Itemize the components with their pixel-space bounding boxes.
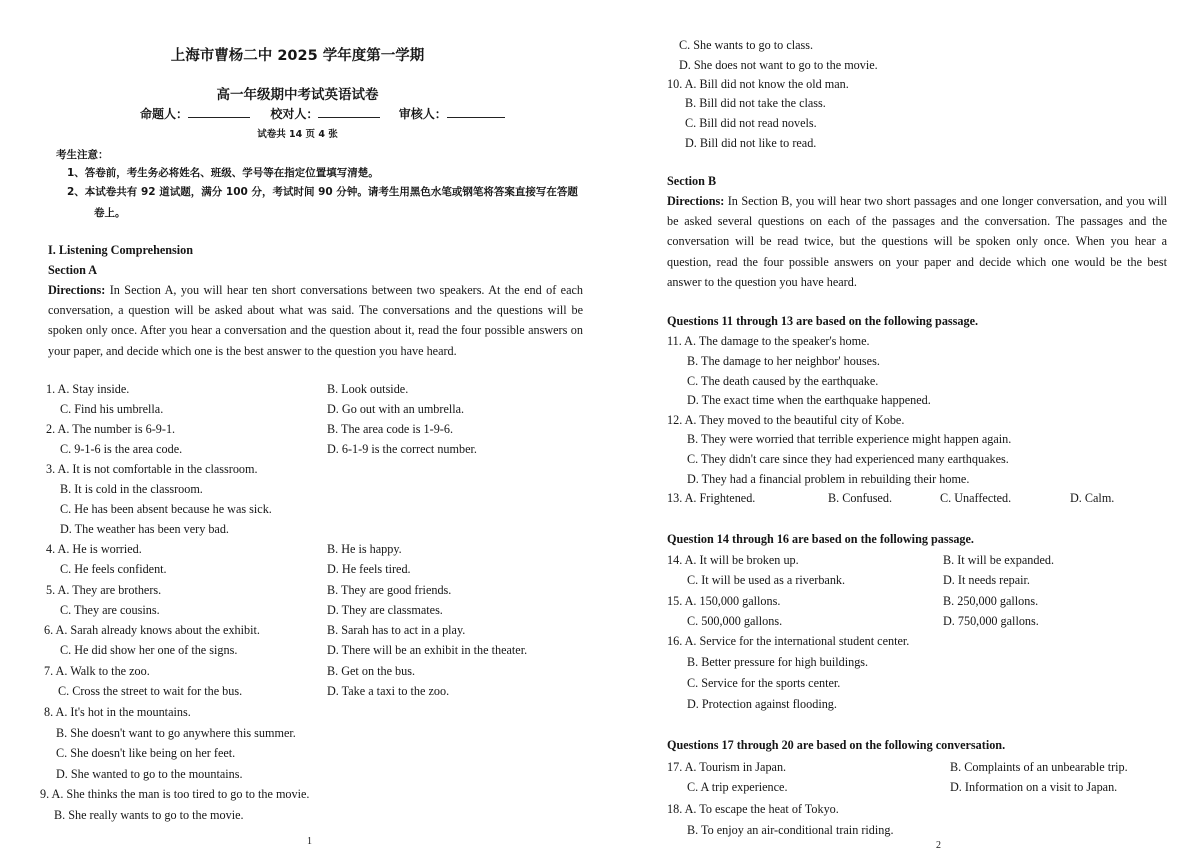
q8-option-c: C. She doesn't like being on her feet. <box>56 746 236 760</box>
q2-option-a: 2. A. The number is 6-9-1. <box>46 422 176 436</box>
q1-option-c: C. Find his umbrella. <box>60 402 164 416</box>
q9-option-d: D. She does not want to go to the movie. <box>679 58 878 72</box>
q4-option-c: C. He feels confident. <box>60 562 167 576</box>
q11-option-d: D. The exact time when the earthquake happened. <box>687 393 931 407</box>
q13-option-b: B. Confused. <box>828 491 892 505</box>
q15-option-b: B. 250,000 gallons. <box>943 594 1039 608</box>
group-heading-11-13: Questions 11 through 13 are based on the following passage. <box>667 314 979 328</box>
q12-option-b: B. They were worried that terrible experience might happen again. <box>687 432 1012 446</box>
q16-option-c: C. Service for the sports center. <box>687 676 841 690</box>
q14-option-d: D. It needs repair. <box>943 573 1030 587</box>
q5-option-c: C. They are cousins. <box>60 603 160 617</box>
q1-option-a: 1. A. Stay inside. <box>46 382 130 396</box>
notice-item-2-cont: 卷上。 <box>94 207 126 219</box>
q3-option-d: D. The weather has been very bad. <box>60 522 229 536</box>
q17-option-d: D. Information on a visit to Japan. <box>950 780 1118 794</box>
section-a-title: Section A <box>48 263 98 277</box>
reviewer-blank <box>447 106 505 118</box>
q14-option-c: C. It will be used as a riverbank. <box>687 573 846 587</box>
q10-option-c: C. Bill did not read novels. <box>685 116 817 130</box>
group-heading-14-16: Question 14 through 16 are based on the following passage. <box>667 532 974 546</box>
page-number-2: 2 <box>936 840 941 851</box>
notice-item-2: 2、本试卷共有 92 道试题，满分 100 分，考试时间 90 分钟。请考生用黑色水笔或钢笔将答案直接写在答题 <box>67 186 578 198</box>
q10-option-d: D. Bill did not like to read. <box>685 136 817 150</box>
q8-option-a: 8. A. It's hot in the mountains. <box>44 705 191 719</box>
q1-option-b: B. Look outside. <box>327 382 409 396</box>
q11-option-c: C. The death caused by the earthquake. <box>687 374 879 388</box>
q3-option-a: 3. A. It is not comfortable in the classroom. <box>46 462 258 476</box>
part-title: I. Listening Comprehension <box>48 243 194 257</box>
directions-label: Directions: <box>667 194 725 208</box>
signature-line <box>140 105 505 122</box>
q7-option-c: C. Cross the street to wait for the bus. <box>58 684 243 698</box>
q17-option-b: B. Complaints of an unbearable trip. <box>950 760 1128 774</box>
section-b-directions <box>667 191 1167 292</box>
q12-option-c: C. They didn't care since they had experienced many earthquakes. <box>687 452 1009 466</box>
q3-option-c: C. He has been absent because he was sick. <box>60 502 272 516</box>
directions-text: In Section A, you will hear ten short conversations between two speakers. At the end of each conversation, a question will be asked about what was said. The conversations and the questions will be spoken only once. After you hear a conversation and the question about it, read the four possible answers on your paper, and decide which one is the best answer to the question you have heard. <box>48 283 583 358</box>
section-a-directions <box>48 280 583 361</box>
q9-option-a: 9. A. She thinks the man is too tired to go to the movie. <box>40 787 310 801</box>
q15-option-a: 15. A. 150,000 gallons. <box>667 594 781 608</box>
q4-option-b: B. He is happy. <box>327 542 402 556</box>
q10-option-b: B. Bill did not take the class. <box>685 96 826 110</box>
q16-option-d: D. Protection against flooding. <box>687 697 837 711</box>
q2-option-c: C. 9-1-6 is the area code. <box>60 442 183 456</box>
q2-option-d: D. 6-1-9 is the correct number. <box>327 442 477 456</box>
q5-option-b: B. They are good friends. <box>327 583 452 597</box>
q8-option-b: B. She doesn't want to go anywhere this summer. <box>56 726 296 740</box>
q15-option-c: C. 500,000 gallons. <box>687 614 783 628</box>
q9-option-c: C. She wants to go to class. <box>679 38 814 52</box>
q8-option-d: D. She wanted to go to the mountains. <box>56 767 243 781</box>
q5-option-a: 5. A. They are brothers. <box>46 583 162 597</box>
q16-option-b: B. Better pressure for high buildings. <box>687 655 869 669</box>
q10-option-a: 10. A. Bill did not know the old man. <box>667 77 849 91</box>
group-heading-17-20: Questions 17 through 20 are based on the following conversation. <box>667 738 1006 752</box>
checker-label: 校对人： <box>270 107 319 121</box>
q18-option-a: 18. A. To escape the heat of Tokyo. <box>667 802 839 816</box>
q17-option-c: C. A trip experience. <box>687 780 788 794</box>
q13-option-c: C. Unaffected. <box>940 491 1012 505</box>
q14-option-b: B. It will be expanded. <box>943 553 1055 567</box>
q7-option-b: B. Get on the bus. <box>327 664 416 678</box>
q6-option-a: 6. A. Sarah already knows about the exhibit. <box>44 623 260 637</box>
q1-option-d: D. Go out with an umbrella. <box>327 402 465 416</box>
q3-option-b: B. It is cold in the classroom. <box>60 482 203 496</box>
checker-blank <box>318 106 380 118</box>
q9-option-b: B. She really wants to go to the movie. <box>54 808 244 822</box>
q5-option-d: D. They are classmates. <box>327 603 443 617</box>
q14-option-a: 14. A. It will be broken up. <box>667 553 799 567</box>
q6-option-c: C. He did show her one of the signs. <box>60 643 238 657</box>
page-number-1: 1 <box>307 836 312 847</box>
page-2 <box>595 0 1190 868</box>
q2-option-b: B. The area code is 1-9-6. <box>327 422 454 436</box>
exam-title: 上海市曹杨二中 2025 学年度第一学期 <box>170 48 425 64</box>
page-count-note: 试卷共 14 页 4 张 <box>257 129 338 140</box>
q11-option-b: B. The damage to her neighbor' houses. <box>687 354 880 368</box>
q12-option-a: 12. A. They moved to the beautiful city of Kobe. <box>667 413 905 427</box>
notice-item-1: 1、答卷前，考生务必将姓名、班级、学号等在指定位置填写清楚。 <box>67 167 379 179</box>
maker-label: 命题人： <box>140 107 189 121</box>
q7-option-a: 7. A. Walk to the zoo. <box>44 664 150 678</box>
q12-option-d: D. They had a financial problem in rebuilding their home. <box>687 472 970 486</box>
section-b-title: Section B <box>667 174 717 188</box>
maker-blank <box>188 106 250 118</box>
notice-title: 考生注意： <box>56 149 109 161</box>
q7-option-d: D. Take a taxi to the zoo. <box>327 684 450 698</box>
q18-option-b: B. To enjoy an air-conditional train riding. <box>687 823 894 837</box>
q11-option-a: 11. A. The damage to the speaker's home. <box>667 334 870 348</box>
q6-option-d: D. There will be an exhibit in the theater. <box>327 643 528 657</box>
q13-option-a: 13. A. Frightened. <box>667 491 756 505</box>
q13-option-d: D. Calm. <box>1070 491 1115 505</box>
q4-option-a: 4. A. He is worried. <box>46 542 142 556</box>
q16-option-a: 16. A. Service for the international student center. <box>667 634 910 648</box>
q17-option-a: 17. A. Tourism in Japan. <box>667 760 787 774</box>
q4-option-d: D. He feels tired. <box>327 562 411 576</box>
directions-text: In Section B, you will hear two short passages and one longer conversation, and you will be asked several questions on each of the passages and the conversation. The passages and the conversation will be read twice, but the questions will be spoken only once. When you hear a question, read the four possible answers on your paper and decide which one would be the best answer to the question you have heard. <box>667 194 1167 289</box>
q6-option-b: B. Sarah has to act in a play. <box>327 623 466 637</box>
q15-option-d: D. 750,000 gallons. <box>943 614 1039 628</box>
exam-subtitle: 高一年级期中考试英语试卷 <box>216 87 379 103</box>
directions-label: Directions: <box>48 283 106 297</box>
reviewer-label: 审核人： <box>398 107 447 121</box>
